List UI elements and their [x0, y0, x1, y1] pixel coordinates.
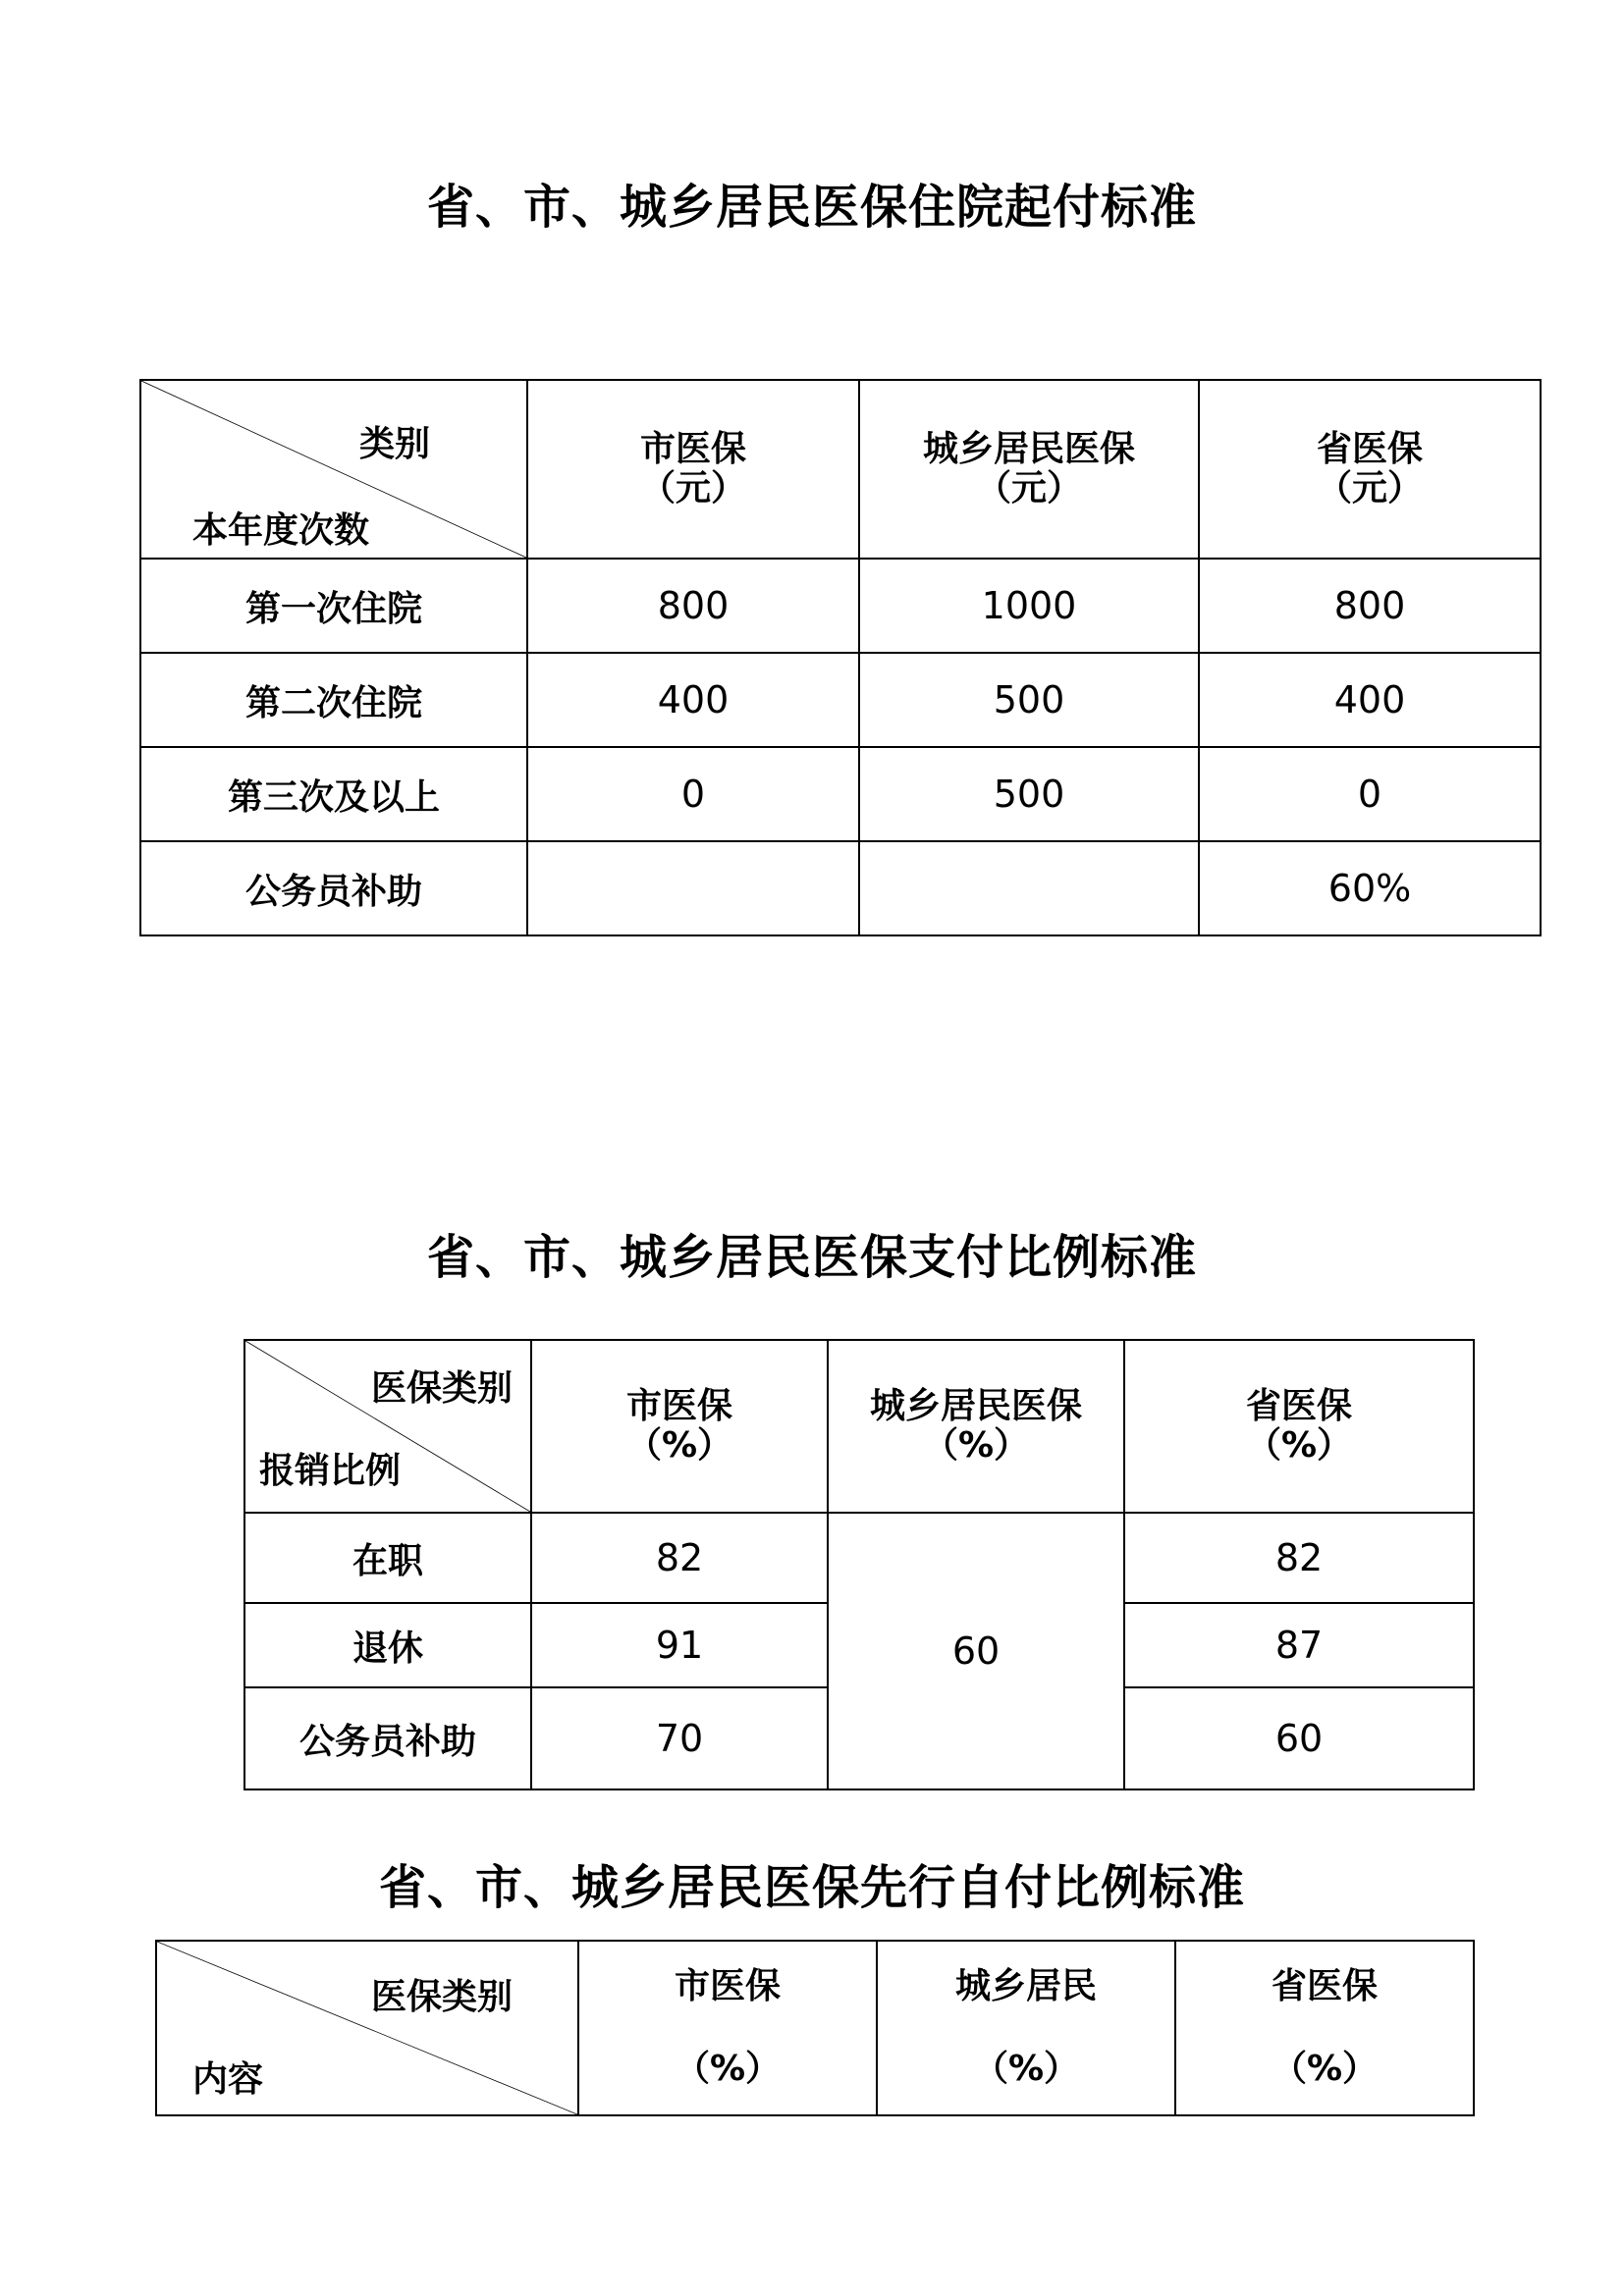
self-pay-table — [155, 1940, 1475, 2116]
table1-header-rural: 城乡居民医保 （元） — [859, 380, 1199, 559]
deductible-table — [139, 379, 1542, 936]
cell-rural: 500 — [859, 653, 1199, 747]
cell-rural: 1000 — [859, 559, 1199, 653]
table3-header-city: 市医保 （%） — [578, 1941, 877, 2115]
table-row — [140, 559, 1541, 653]
table2-header-rural: 城乡居民医保 （%） — [828, 1340, 1124, 1513]
table3-corner-category: 医保类别 — [370, 1977, 513, 2017]
row-label: 退休 — [244, 1603, 531, 1687]
table-row — [244, 1513, 1474, 1603]
cell-rural — [859, 841, 1199, 935]
table1-corner-category: 类别 — [358, 424, 430, 464]
table1-corner-cell — [140, 380, 527, 559]
row-label: 第一次住院 — [140, 559, 527, 653]
cell-province: 87 — [1124, 1603, 1474, 1687]
table2-header-city: 市医保 （%） — [531, 1340, 828, 1513]
table2-corner-cell — [244, 1340, 531, 1513]
table1-corner-count: 本年度次数 — [192, 510, 370, 551]
table-row — [140, 747, 1541, 841]
cell-rural: 500 — [859, 747, 1199, 841]
table1-header-province: 省医保 （元） — [1199, 380, 1541, 559]
row-label: 在职 — [244, 1513, 531, 1603]
table3-corner-content: 内容 — [192, 2059, 264, 2100]
cell-city: 0 — [527, 747, 859, 841]
cell-city: 800 — [527, 559, 859, 653]
cell-city: 70 — [531, 1687, 828, 1789]
cell-city: 91 — [531, 1603, 828, 1687]
row-label: 第三次及以上 — [140, 747, 527, 841]
table-row — [140, 841, 1541, 935]
table2-corner-ratio: 报销比例 — [259, 1451, 402, 1491]
row-label: 公务员补助 — [140, 841, 527, 935]
cell-province: 82 — [1124, 1513, 1474, 1603]
table3-title: 省、市、城乡居民医保先行自付比例标准 — [378, 1860, 1245, 1915]
row-label: 第二次住院 — [140, 653, 527, 747]
cell-province: 60 — [1124, 1687, 1474, 1789]
row-label: 公务员补助 — [244, 1687, 531, 1789]
cell-province: 400 — [1199, 653, 1541, 747]
table-row — [140, 653, 1541, 747]
cell-rural-merged: 60 — [828, 1513, 1124, 1789]
table1-title: 省、市、城乡居民医保住院起付标准 — [426, 180, 1197, 235]
payment-ratio-table — [244, 1339, 1475, 1790]
table3-corner-cell — [156, 1941, 578, 2115]
table1-header-city: 市医保 （元） — [527, 380, 859, 559]
cell-province: 800 — [1199, 559, 1541, 653]
cell-city — [527, 841, 859, 935]
table2-header-province: 省医保 （%） — [1124, 1340, 1474, 1513]
cell-city: 82 — [531, 1513, 828, 1603]
table3-header-province: 省医保 （%） — [1175, 1941, 1474, 2115]
cell-city: 400 — [527, 653, 859, 747]
table2-title: 省、市、城乡居民医保支付比例标准 — [426, 1230, 1197, 1285]
cell-province: 0 — [1199, 747, 1541, 841]
table2-corner-category: 医保类别 — [370, 1368, 513, 1409]
table3-header-rural: 城乡居民 （%） — [877, 1941, 1175, 2115]
cell-province: 60% — [1199, 841, 1541, 935]
